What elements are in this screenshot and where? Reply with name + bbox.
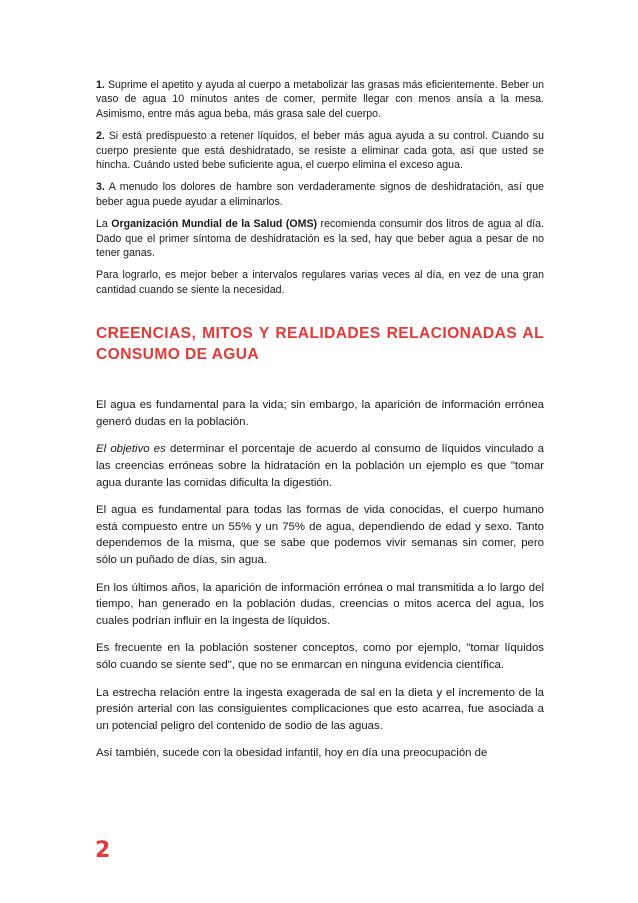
benefit-paragraph-3 bbox=[96, 180, 544, 209]
page-content bbox=[96, 78, 544, 773]
body-paragraph-7: Así también, sucede con la obesidad infantil, hoy en día una preocupación de bbox=[96, 747, 488, 760]
body-paragraph-3: El agua es fundamental para todas las formas de vida conocidas, el cuerpo humano está compuesto entre un 55% y un 75% de agua, dependiendo de edad y sexo. Tanto dependemos de la misma, que se sabe que podemos vivir semanas sin comer, pero sólo un puñado de días, sin agua. bbox=[96, 504, 544, 567]
item-text: A menudo los dolores de hambre son verdaderamente signos de deshidratación, así que beber agua puede ayudar a eliminarlos. bbox=[96, 181, 544, 208]
objective-paragraph bbox=[96, 441, 544, 491]
objective-label: El objetivo es bbox=[96, 443, 166, 456]
oms-name: Organización Mundial de la Salud (OMS) bbox=[111, 218, 318, 231]
body-paragraph-5: Es frecuente en la población sostener conceptos, como por ejemplo, "tomar líquidos sólo cuando se siente sed", que no se enmarcan en ninguna evidencia científica. bbox=[96, 642, 544, 671]
body-paragraph-6: La estrecha relación entre la ingesta exagerada de sal en la dieta y el incremento de la presión arterial con las consiguientes complicaciones que esto acarrea, fue asociada a un potencial peligro del contenido de sodio de las aguas. bbox=[96, 686, 544, 732]
body-paragraph-1: El agua es fundamental para la vida; sin embargo, la aparición de información errónea generó dudas en la población. bbox=[96, 399, 544, 428]
body-paragraph-4: En los últimos años, la aparición de información errónea o mal transmitida a lo largo del tiempo, han generado en la población dudas, creencias o mitos acerca del agua, los cuales podrían influir en la ingesta de líquidos. bbox=[96, 581, 544, 627]
item-number: 1. bbox=[96, 79, 105, 91]
page-number: 2 bbox=[95, 838, 111, 863]
lograrlo-paragraph: Para lograrlo, es mejor beber a intervalos regulares varias veces al día, en vez de una gran cantidad cuando se siente la necesidad. bbox=[96, 269, 544, 296]
section-heading: CREENCIAS, MITOS Y REALIDADES RELACIONADAS AL CONSUMO DE AGUA bbox=[96, 325, 544, 364]
oms-pre: La bbox=[96, 218, 112, 231]
oms-paragraph bbox=[96, 217, 544, 260]
oms-post: recomienda consumir dos litros de agua al día. Dado que el primer síntoma de deshidratación es la sed, hay que beber agua a pesar de no tener ganas. bbox=[96, 218, 544, 260]
item-text: Si está predispuesto a retener líquidos, el beber más agua ayuda a su control. Cuando su cuerpo presiente que está deshidratado, se resiste a eliminar cada gota, así que usted se hincha. Cuándo usted bebe suficiente agua, el cuerpo elimina el exceso agua. bbox=[96, 130, 544, 172]
item-text: Suprime el apetito y ayuda al cuerpo a metabolizar las grasas más eficientemente. Beber un vaso de agua 10 minutos antes de comer, permite llegar con menos ansía a la mesa. Asimismo, entre más agua beba, más grasa sale del cuerpo. bbox=[96, 79, 544, 120]
objective-text: determinar el porcentaje de acuerdo al consumo de líquidos vinculado a las creencias erróneas sobre la hidratación en la población un ejemplo es que "tomar agua durante las comidas dificulta la digestión. bbox=[96, 443, 544, 489]
item-number: 2. bbox=[96, 130, 105, 143]
benefit-paragraph-2 bbox=[96, 129, 544, 172]
benefit-paragraph-1 bbox=[96, 78, 544, 121]
item-number: 3. bbox=[96, 181, 105, 194]
